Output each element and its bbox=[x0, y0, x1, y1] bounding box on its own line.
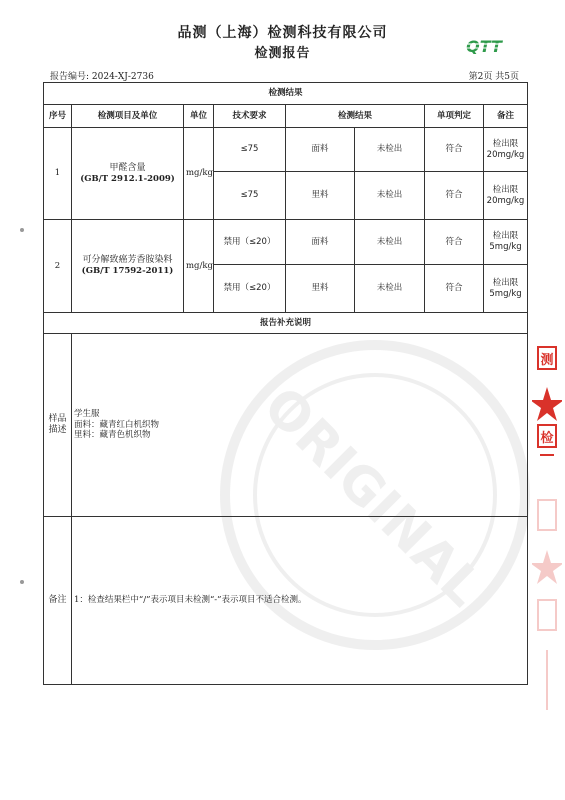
item-seq: 1 bbox=[44, 128, 72, 220]
col-item: 检测项目及单位 bbox=[72, 105, 184, 128]
sample-description bbox=[72, 334, 528, 517]
requirement: 禁用（≤20） bbox=[214, 265, 286, 313]
table-row bbox=[44, 128, 528, 172]
col-unit: 单位 bbox=[184, 105, 214, 128]
punch-mark bbox=[20, 580, 24, 584]
col-judgement: 单项判定 bbox=[425, 105, 484, 128]
item-standard: (GB/T 17592-2011) bbox=[81, 266, 174, 277]
remark-line2: 20mg/kg bbox=[486, 149, 525, 160]
remark-line2: 5mg/kg bbox=[489, 242, 522, 252]
remark bbox=[484, 220, 528, 265]
remark-label: 备注 bbox=[44, 517, 72, 685]
sample-line: 里料：藏青色机织物 bbox=[74, 430, 151, 441]
item-cell bbox=[72, 220, 184, 313]
report-number: 报告编号: 2024-XJ-2736 bbox=[50, 72, 154, 82]
star-icon bbox=[532, 387, 562, 421]
part: 里料 bbox=[286, 265, 355, 313]
item-unit: mg/kg bbox=[184, 128, 214, 220]
requirement: 禁用（≤20） bbox=[214, 220, 286, 265]
sample-line: 学生服 bbox=[74, 409, 100, 420]
svg-text:测: 测 bbox=[540, 353, 554, 368]
company-logo bbox=[458, 36, 510, 56]
col-result: 检测结果 bbox=[286, 105, 425, 128]
company-name: 品测（上海）检测科技有限公司 bbox=[177, 25, 388, 41]
part: 面料 bbox=[286, 220, 355, 265]
supplement-section-title: 报告补充说明 bbox=[44, 313, 528, 334]
judgement: 符合 bbox=[425, 265, 484, 313]
result: 未检出 bbox=[355, 128, 425, 172]
judgement: 符合 bbox=[425, 128, 484, 172]
requirement: ≤75 bbox=[214, 128, 286, 172]
item-unit: mg/kg bbox=[184, 220, 214, 313]
remark-line2: 20mg/kg bbox=[486, 195, 525, 206]
page-number: 第2页 共5页 bbox=[468, 72, 519, 82]
item-name: 可分解致癌芳香胺染料 bbox=[82, 255, 173, 266]
document-title: 检测报告 bbox=[254, 46, 311, 61]
seal-stamp-faded bbox=[532, 490, 562, 720]
remark-line1: 检出限 bbox=[492, 277, 519, 288]
result: 未检出 bbox=[355, 220, 425, 265]
sample-line: 面料：藏青红白机织物 bbox=[74, 419, 160, 430]
results-table bbox=[43, 82, 528, 685]
remark-line1: 检出限 bbox=[492, 231, 519, 242]
svg-text:检: 检 bbox=[540, 431, 554, 446]
table-row bbox=[44, 220, 528, 265]
col-remark: 备注 bbox=[484, 105, 528, 128]
result: 未检出 bbox=[355, 265, 425, 313]
part: 面料 bbox=[286, 128, 355, 172]
judgement: 符合 bbox=[425, 172, 484, 220]
item-seq: 2 bbox=[44, 220, 72, 313]
remark-line1: 检出限 bbox=[492, 184, 519, 195]
seal-stamp bbox=[532, 345, 562, 465]
part: 里料 bbox=[286, 172, 355, 220]
item-standard: (GB/T 2912.1-2009) bbox=[80, 173, 175, 184]
watermark-text: ORIGINAL bbox=[251, 376, 494, 619]
remark-text: 1：检查结果栏中“/”表示项目未检测“-”表示项目不适合检测。 bbox=[72, 517, 528, 685]
item-name: 甲醛含量 bbox=[109, 162, 146, 173]
punch-mark bbox=[20, 228, 24, 232]
remark bbox=[484, 128, 528, 172]
remark-line2: 5mg/kg bbox=[489, 288, 522, 299]
remark bbox=[484, 172, 528, 220]
remark bbox=[484, 265, 528, 313]
result: 未检出 bbox=[355, 172, 425, 220]
logo-text: QTT bbox=[466, 37, 502, 56]
results-section-title: 检测结果 bbox=[44, 83, 528, 105]
sample-label: 样品描述 bbox=[44, 334, 72, 517]
judgement: 符合 bbox=[425, 220, 484, 265]
col-requirement: 技术要求 bbox=[214, 105, 286, 128]
item-cell bbox=[72, 128, 184, 220]
remark-line1: 检出限 bbox=[492, 138, 519, 149]
requirement: ≤75 bbox=[214, 172, 286, 220]
col-seq: 序号 bbox=[44, 105, 72, 128]
